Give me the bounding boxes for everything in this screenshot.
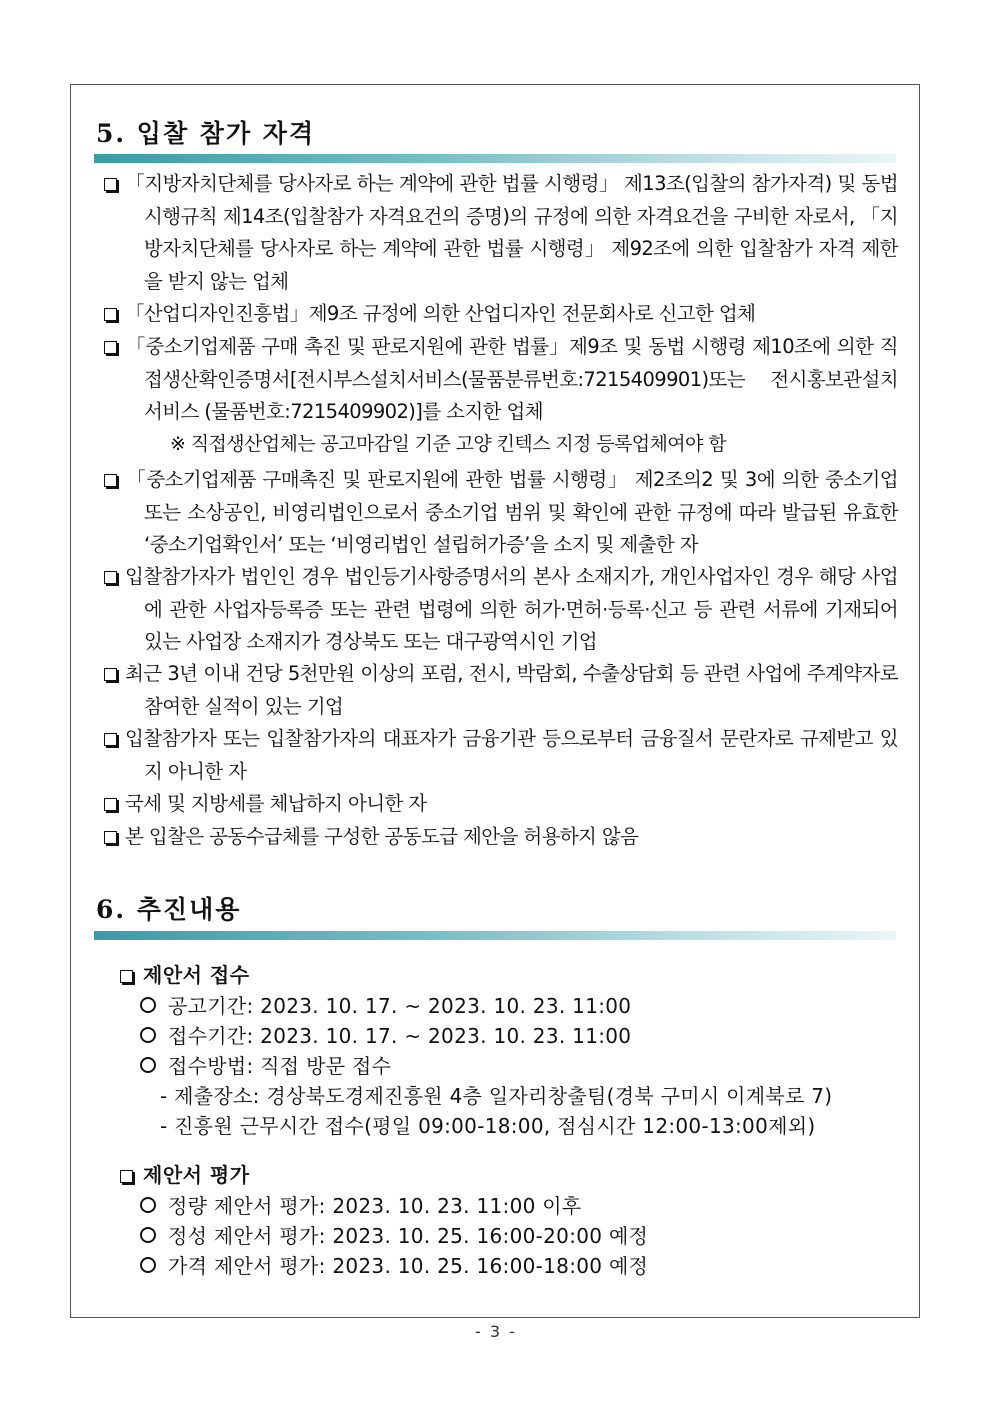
note-text: ※ 직접생산업체는 공고마감일 기준 고양 킨텍스 지정 등록업체여야 함: [170, 433, 726, 455]
receipt-item: [140, 991, 631, 1021]
evaluation-item-text: 가격 제안서 평가: 2023. 10. 25. 16:00-18:00 예정: [168, 1254, 649, 1278]
checkbox-bullet-icon: [104, 571, 117, 584]
eligibility-item-text: 입찰참가자가 법인인 경우 법인등기사항증명서의 본사 소재지가, 개인사업자인 경우 해당 사업에 관한 사업자등록증 또는 관련 법령에 의한 허가·면허·등록·신고 등 관련 서류에 기재되어 있는 사업장 소재지가 경상북도 또는 대구광역시인 기업: [125, 565, 898, 653]
evaluation-item: [140, 1191, 582, 1221]
circle-bullet-icon: [140, 1197, 156, 1213]
eligibility-item-text: 입찰참가자 또는 입찰참가자의 대표자가 금융기관 등으로부터 금융질서 문란자로 규제받고 있지 아니한 자: [125, 727, 898, 783]
evaluation-item: [140, 1221, 648, 1251]
eligibility-item: [104, 723, 898, 788]
circle-bullet-icon: [140, 997, 156, 1013]
receipt-detail: - 진흥원 근무시간 접수(평일 09:00-18:00, 점심시간 12:00-13:00제외): [160, 1114, 816, 1138]
receipt-item-text: 접수방법: 직접 방문 접수: [168, 1054, 392, 1078]
evaluation-heading-text: 제안서 평가: [143, 1163, 250, 1187]
eligibility-item: [104, 331, 898, 429]
circle-bullet-icon: [140, 1027, 156, 1043]
evaluation-item: [140, 1251, 648, 1281]
checkbox-bullet-icon: [120, 970, 133, 983]
eligibility-item: [104, 464, 898, 562]
eligibility-item-text: 최근 3년 이내 건당 5천만원 이상의 포럼, 전시, 박람회, 수출상담회 등 관련 사업에 주계약자로 참여한 실적이 있는 기업: [125, 662, 898, 718]
eligibility-item-text: 「지방자치단체를 당사자로 하는 계약에 관한 법률 시행령」 제13조(입찰의 참가자격) 및 동법 시행규칙 제14조(입찰참가 자격요건의 증명)의 규정에 의한 자격요건을 구비한 자로서, 「지방자치단체를 당사자로 하는 계약에 관한 법률 시행령」 제92조에 의한 입찰참가 자격 제한을 받지 않는 업체: [125, 172, 898, 293]
eligibility-item-text: 「중소기업제품 구매촉진 및 판로지원에 관한 법률 시행령」 제2조의2 및 3에 의한 중소기업 또는 소상공인, 비영리법인으로서 중소기업 범위 및 확인에 관한 규정에 따라 발급된 유효한 ‘중소기업확인서’ 또는 ‘비영리법인 설립허가증’을 소지 및 제출한 자: [125, 468, 898, 556]
receipt-detail: - 제출장소: 경상북도경제진흥원 4층 일자리창출팀(경북 구미시 이계북로 7): [160, 1084, 833, 1108]
circle-bullet-icon: [140, 1227, 156, 1243]
receipt-item: [140, 1051, 391, 1081]
checkbox-bullet-icon: [104, 798, 117, 811]
section-5-title: 5. 입찰 참가 자격: [96, 119, 316, 148]
eligibility-item: [104, 561, 898, 659]
eligibility-item-text: 본 입찰은 공동수급체를 구성한 공동도급 제안을 허용하지 않음: [125, 825, 639, 848]
section-6-underline: [94, 931, 896, 940]
eligibility-item-text: 국세 및 지방세를 체납하지 아니한 자: [125, 792, 427, 815]
eligibility-item: [104, 788, 898, 821]
eligibility-item: [104, 821, 898, 854]
evaluation-item-text: 정량 제안서 평가: 2023. 10. 23. 11:00 이후: [168, 1194, 582, 1218]
checkbox-bullet-icon: [104, 474, 117, 487]
page-number: - 3 -: [475, 1322, 517, 1341]
checkbox-bullet-icon: [120, 1170, 133, 1183]
eligibility-item: [104, 298, 898, 331]
checkbox-bullet-icon: [104, 733, 117, 746]
checkbox-bullet-icon: [104, 178, 117, 191]
checkbox-bullet-icon: [104, 341, 117, 354]
eligibility-item-text: 「중소기업제품 구매 촉진 및 판로지원에 관한 법률」제9조 및 동법 시행령 제10조에 의한 직접생산확인증명서[전시부스설치서비스(물품분류번호:7215409901)또는 전시홍보관설치 서비스 (물품번호:7215409902)]를 소지한 업체: [125, 335, 898, 423]
evaluation-item-text: 정성 제안서 평가: 2023. 10. 25. 16:00-20:00 예정: [168, 1224, 649, 1248]
receipt-item-text: 공고기간: 2023. 10. 17. ~ 2023. 10. 23. 11:00: [168, 994, 632, 1018]
checkbox-bullet-icon: [104, 668, 117, 681]
receipt-heading-text: 제안서 접수: [143, 963, 250, 987]
checkbox-bullet-icon: [104, 831, 117, 844]
evaluation-heading: [120, 1160, 250, 1190]
circle-bullet-icon: [140, 1257, 156, 1273]
eligibility-item: [104, 168, 898, 298]
receipt-item-text: 접수기간: 2023. 10. 17. ~ 2023. 10. 23. 11:00: [168, 1024, 632, 1048]
eligibility-item-text: 「산업디자인진흥법」제9조 규정에 의한 산업디자인 전문회사로 신고한 업체: [125, 302, 756, 325]
section-6-title: 6. 추진내용: [96, 895, 242, 924]
receipt-item: [140, 1021, 631, 1051]
checkbox-bullet-icon: [104, 308, 117, 321]
receipt-heading: [120, 960, 250, 990]
circle-bullet-icon: [140, 1057, 156, 1073]
eligibility-item: [104, 658, 898, 723]
section-5-underline: [94, 154, 896, 163]
